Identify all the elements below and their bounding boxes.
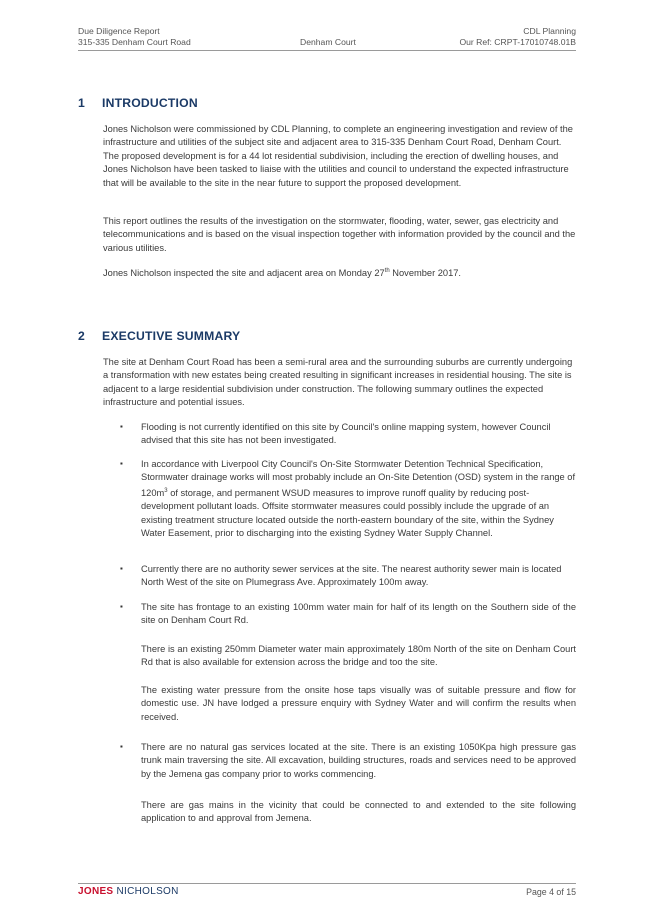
summary-bullet-gas: There are no natural gas services located at the site. There is an existing 1050Kpa high pressure gas trunk main traversing the site. All excavation, building structures, roads and services need to be approved by the Jemena gas company prior to works commencing. <box>141 742 576 779</box>
summary-intro-paragraph: The site at Denham Court Road has been a semi-rural area and the surrounding suburbs are currently undergoing a transformation with new estates being created resulting in significant increases in residential housing. The site is adjacent to a large residential subdivision under construction. The following summary outlines the expected infrastructure and potential issues. <box>103 357 573 408</box>
section-heading-introduction <box>78 96 198 110</box>
bullet-marker: ▪ <box>120 459 123 468</box>
section-number: 2 <box>78 329 85 343</box>
bullet-marker: ▪ <box>120 564 123 573</box>
report-title: Due Diligence Report <box>78 26 160 36</box>
superscript-cubed: 3 <box>164 487 168 494</box>
section-title: INTRODUCTION <box>102 96 198 110</box>
summary-bullet-sewer: Currently there are no authority sewer services at the site. The nearest authority sewer main is located North West of the site on Plumegrass Ave. Approximately 100m away. <box>141 564 562 588</box>
header-divider <box>78 50 576 51</box>
intro-paragraph-2: This report outlines the results of the investigation on the stormwater, flooding, water, sewer, gas electricity and telecommunications and is based on the visual inspection together with information provided by the council and the various utilities. <box>103 216 576 253</box>
ordinal-suffix: th <box>384 268 390 274</box>
stormwater-text-continued: of storage, and permanent WSUD measures to improve runoff quality by reducing post-development pollutant loads. Offsite stormwater measures could possibly include the upgrade of an existing treatment structure located outside the north-eastern boundary of the site, within the Sydney Water Easement, prior to discharging into the existing Sydney Water Supply Channel. <box>141 487 554 539</box>
summary-bullet-stormwater <box>141 458 576 541</box>
bullet-marker: ▪ <box>120 602 123 611</box>
site-location: Denham Court <box>300 37 356 47</box>
water-main-paragraph: There is an existing 250mm Diameter water main approximately 180m North of the site on Denham Court Rd that is also available for extension across the bridge and too the site. <box>141 644 576 668</box>
intro-paragraph-3 <box>103 265 576 281</box>
section-title: EXECUTIVE SUMMARY <box>102 329 241 343</box>
company-logo <box>78 886 179 897</box>
inspection-date-text: November 2017. <box>389 268 462 279</box>
page-header <box>78 26 576 48</box>
site-address: 315-335 Denham Court Road <box>78 37 191 47</box>
intro-paragraph-1: Jones Nicholson were commissioned by CDL Planning, to complete an engineering investigation and review of the infrastructure and utilities of the subject site and adjacent area to 315-335 Denham Court Road, Denham Court. The proposed development is for a 44 lot residential subdivision, including the erection of dwelling houses, and Jones Nicholson have been tasked to liaise with the utilities and council to understand the expected infrastructure that will be available to the site in the near future to support the proposed development. <box>103 124 573 188</box>
company-name: CDL Planning <box>523 26 576 36</box>
water-pressure-paragraph: The existing water pressure from the onsite hose taps visually was of suitable pressure and flow for domestic use. JN have lodged a pressure enquiry with Sydney Water and will confirm the results when received. <box>141 685 576 722</box>
section-heading-executive-summary <box>78 329 240 343</box>
section-number: 1 <box>78 96 85 110</box>
logo-jones: JONES <box>78 886 114 897</box>
logo-nicholson: NICHOLSON <box>116 886 179 897</box>
bullet-marker: ▪ <box>120 422 123 431</box>
page-number: Page 4 of 15 <box>526 887 576 897</box>
inspection-text: Jones Nicholson inspected the site and adjacent area on Monday 27 <box>103 268 385 279</box>
summary-bullet-water: The site has frontage to an existing 100mm water main for half of its length on the Southern side of the site on Denham Court Rd. <box>141 602 576 626</box>
gas-mains-paragraph: There are gas mains in the vicinity that could be connected to and extended to the site following application to and approval from Jemena. <box>141 800 576 824</box>
reference-number: Our Ref: CRPT-17010748.01B <box>459 37 576 47</box>
bullet-marker: ▪ <box>120 742 123 751</box>
footer-divider <box>78 883 576 884</box>
summary-bullet-flooding: Flooding is not currently identified on this site by Council's online mapping system, however Council advised that this site has not been investigated. <box>141 422 551 446</box>
stormwater-text: In accordance with Liverpool City Council's On-Site Stormwater Detention Technical Specification, Stormwater drainage works will most probably include an On-Site Detention (OSD) system in the range of 120m <box>141 459 576 498</box>
